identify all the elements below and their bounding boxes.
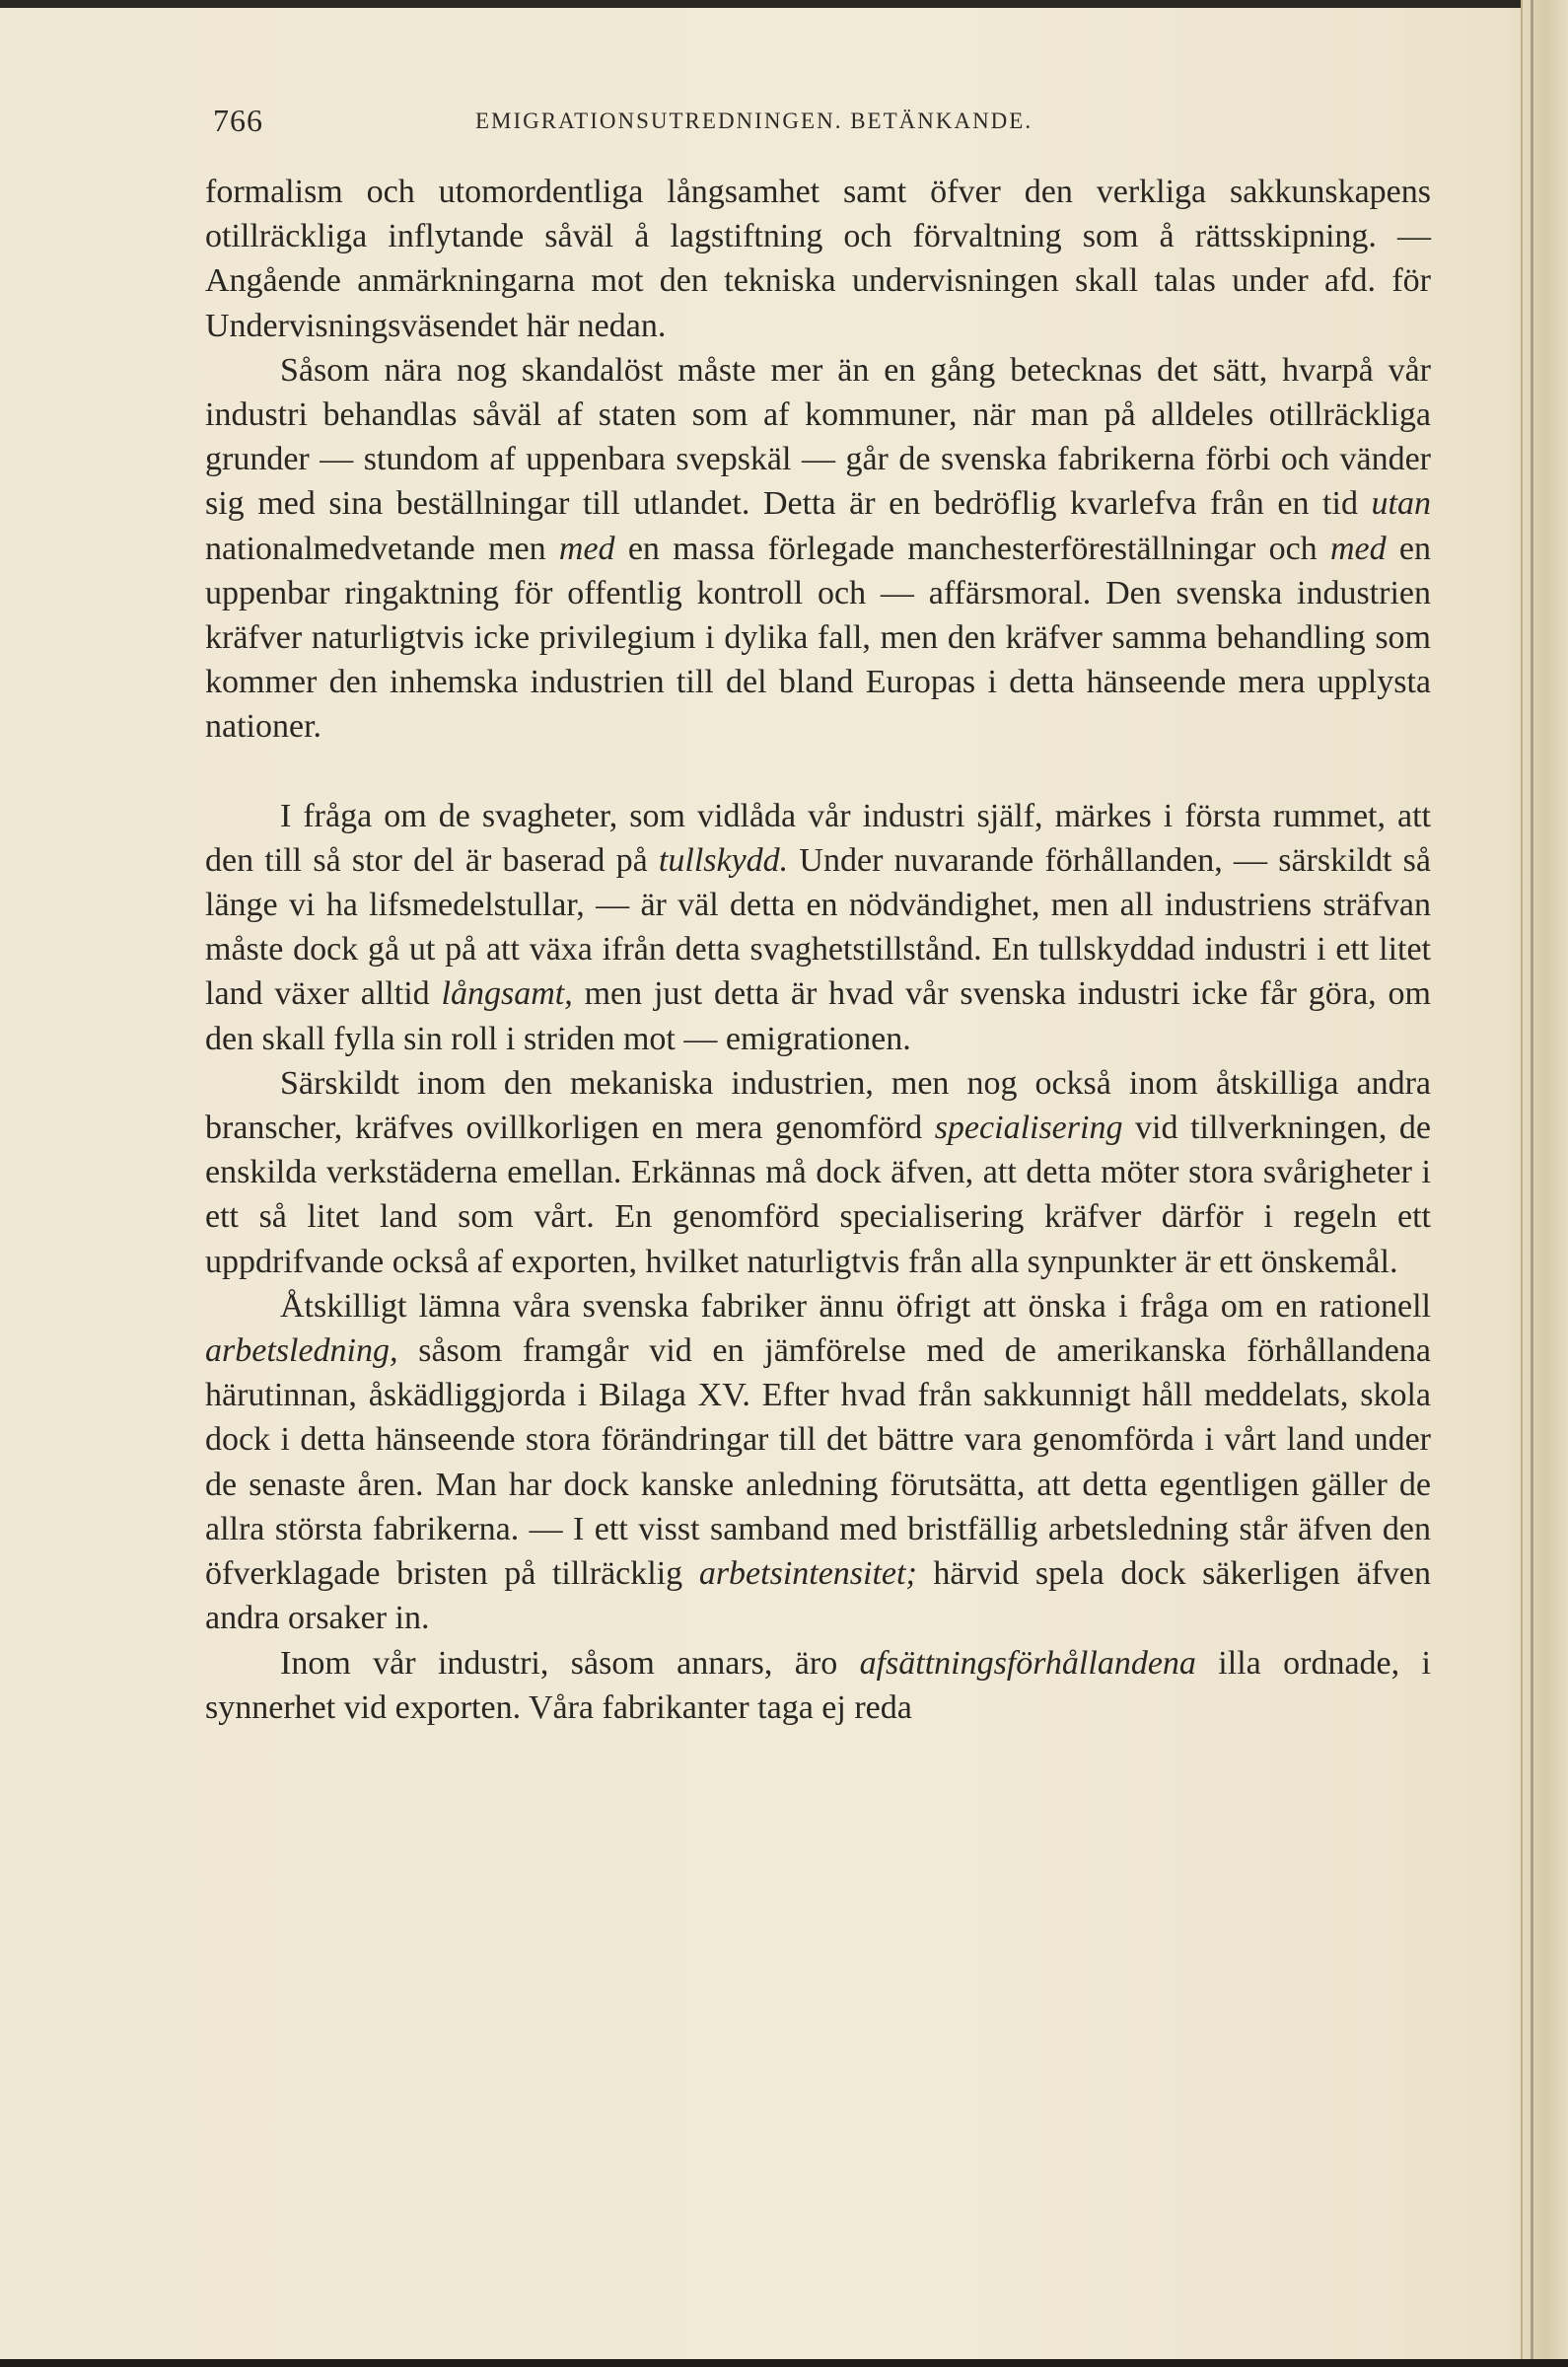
- page-number: 766: [213, 103, 263, 138]
- text-segment: nationalmedvetande men: [205, 530, 559, 567]
- emphasis-langsamt: långsamt,: [441, 975, 573, 1013]
- top-page-edge: [0, 0, 1524, 8]
- body-text: [205, 170, 1431, 1730]
- running-head: EMIGRATIONSUTREDNINGEN. BETÄNKANDE.: [475, 108, 1033, 133]
- text-segment: härvid spela dock säkerligen äfven andra orsaker in.: [205, 1555, 1431, 1637]
- text-segment: formalism och utomordentliga långsamhet samt öfver den verkliga sakkunskapens otillräckliga inflytande såväl å lagstiftning och förvaltning som å rättsskipning. — Angående anmärkningarna mot den tekniska undervisningen skall talas under afd. för Undervisningsväsendet här nedan.: [205, 174, 1431, 344]
- emphasis-arbetsintensitet: arbetsintensitet;: [698, 1555, 917, 1593]
- emphasis-afsattningsforhallandena: afsättningsförhållandena: [859, 1644, 1196, 1682]
- book-spine: [1521, 0, 1568, 2367]
- paragraph-5: [205, 1284, 1431, 1641]
- paragraph-6: [205, 1641, 1431, 1730]
- text-segment: men just detta är hvad vår svenska industri icke får göra, om den skall fylla sin roll i striden mot — emigrationen.: [205, 975, 1431, 1057]
- text-segment: Under nuvarande förhållanden, — särskildt så länge vi ha lifsmedelstullar, — är väl detta en nödvändighet, men all industriens sträfvan måste dock gå ut på att växa ifrån detta svaghetstillstånd. En tullskyddad industri i ett litet land växer alltid: [205, 841, 1431, 1013]
- emphasis-utan: utan: [1371, 485, 1431, 523]
- emphasis-med: med: [558, 530, 615, 567]
- spine-rule: [1531, 0, 1533, 2367]
- paragraph-1: [205, 170, 1431, 348]
- text-segment: I fråga om de svagheter, som vidlåda vår industri själf, märkes i första rummet, att den till så stor del är baserad på: [205, 797, 1431, 879]
- emphasis-arbetsledning: arbetsledning,: [205, 1332, 398, 1370]
- text-segment: vid tillverkningen, de enskilda verkstäderna emellan. Erkännas må dock äfven, att detta möter stora svårigheter i ett så litet land som vårt. En genomförd specialisering kräfver därför i regeln ett uppdrifvande också af exporten, hvilket naturligtvis från alla synpunkter är ett önskemål.: [205, 1110, 1431, 1280]
- text-segment: Särskildt inom den mekaniska industrien, men nog också inom åtskilliga andra branscher, kräfves ovillkorligen en mera genomförd: [205, 1064, 1431, 1147]
- text-segment: Såsom nära nog skandalöst måste mer än en gång betecknas det sätt, hvarpå vår industri behandlas såväl af staten som af kommuner, när man på alldeles otillräckliga grunder — stundom af uppenbara svepskäl — går de svenska fabrikerna förbi och vänder sig med sina beställningar till utlandet. Detta är en bedröflig kvarlefva från en tid: [205, 351, 1431, 523]
- emphasis-med-2: med: [1329, 530, 1387, 567]
- emphasis-specialisering: specialisering: [934, 1110, 1123, 1147]
- text-segment: en uppenbar ringaktning för offentlig kontroll och — affärsmoral. Den svenska industrien kräfver naturligtvis icke privilegium i dylika fall, men den kräfver samma behandling som kommer den inhemska industrien till del bland Europas i detta hänseende mera upplysta nationer.: [205, 530, 1432, 746]
- text-segment: illa ordnade, i synnerhet vid exporten. Våra fabrikanter taga ej reda: [205, 1644, 1431, 1726]
- paragraph-2: [205, 348, 1431, 750]
- text-segment: en massa förlegade manchesterföreställningar och: [614, 530, 1330, 567]
- text-segment: Åtskilligt lämna våra svenska fabriker ännu öfrigt att önska i fråga om en rationell: [280, 1287, 1431, 1325]
- paragraph-3: [205, 794, 1431, 1061]
- bottom-page-edge: [0, 2359, 1568, 2367]
- emphasis-tullskydd: tullskydd.: [658, 841, 789, 879]
- paragraph-4: [205, 1061, 1431, 1284]
- text-segment: Inom vår industri, såsom annars, äro: [280, 1644, 860, 1682]
- page-header: [213, 103, 1436, 142]
- text-segment: såsom framgår vid en jämförelse med de amerikanska förhållandena härutinnan, åskädliggjorda i Bilaga XV. Efter hvad från sakkunnigt håll meddelats, skola dock i detta hänseende stora förändringar till det bättre vara genomförda i vårt land under de senaste åren. Man har dock kanske anledning förutsätta, att detta egentligen gäller de allra största fabrikerna. — I ett visst samband med bristfällig arbetsledning står äfven den öfverklagade bristen på tillräcklig: [205, 1332, 1431, 1593]
